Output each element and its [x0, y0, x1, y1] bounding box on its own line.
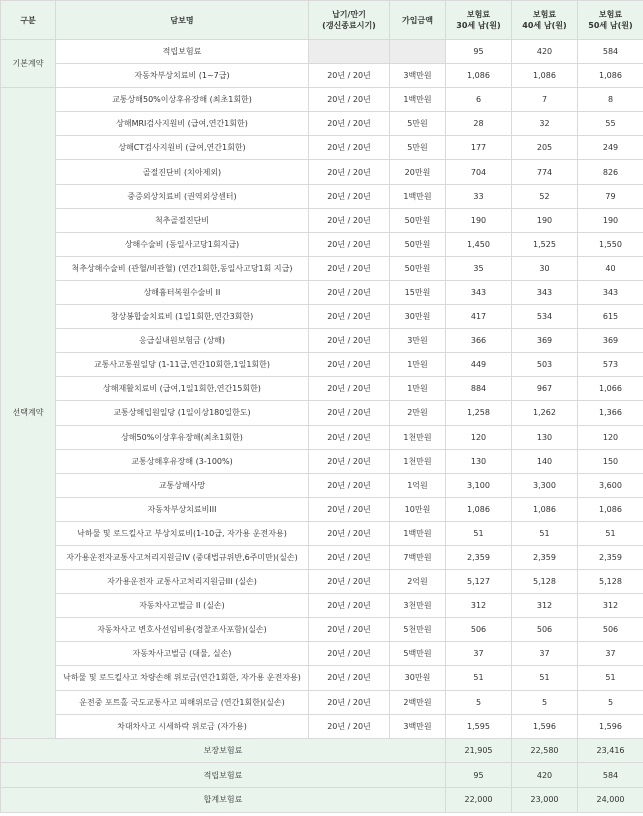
- coverage-term: 20년 / 20년: [309, 88, 390, 112]
- table-row: [1, 714, 643, 738]
- premium-30: 6: [446, 88, 512, 112]
- coverage-name: 운전중 포트홀 국도교통사고 피해위로금 (연간1회한)(실손): [56, 690, 309, 714]
- table-row: [1, 690, 643, 714]
- coverage-term: 20년 / 20년: [309, 208, 390, 232]
- premium-50: 5: [578, 690, 643, 714]
- summary-premium-40: 22,580: [512, 738, 578, 763]
- premium-40: 1,262: [512, 401, 578, 425]
- coverage-term: 20년 / 20년: [309, 64, 390, 88]
- coverage-name: 자가용운전자 교통사고처리지원금III (실손): [56, 570, 309, 594]
- coverage-term: 20년 / 20년: [309, 497, 390, 521]
- coverage-name: 자동차사고 변호사선임비용(경찰조사포함)(실손): [56, 618, 309, 642]
- table-row: [1, 545, 643, 569]
- coverage-name: 상해수술비 (동일사고당1회지급): [56, 232, 309, 256]
- coverage-name: 척추상해수술비 (관혈/비관혈) (연간1회한,동일사고당1회 지급): [56, 256, 309, 280]
- premium-30: 449: [446, 353, 512, 377]
- premium-40: 774: [512, 160, 578, 184]
- table-row: [1, 88, 643, 112]
- summary-premium-50: 24,000: [578, 787, 643, 812]
- premium-50: 1,086: [578, 497, 643, 521]
- premium-40: 420: [512, 40, 578, 64]
- premium-50: 37: [578, 642, 643, 666]
- coverage-amount: 1만원: [390, 353, 446, 377]
- premium-50: 51: [578, 666, 643, 690]
- table-row: [1, 521, 643, 545]
- table-row: [1, 232, 643, 256]
- coverage-name: 척추골절진단비: [56, 208, 309, 232]
- premium-50: 1,596: [578, 714, 643, 738]
- premium-40: 140: [512, 449, 578, 473]
- premium-50: 615: [578, 305, 643, 329]
- coverage-amount: 30만원: [390, 305, 446, 329]
- premium-40: 51: [512, 521, 578, 545]
- premium-50: 506: [578, 618, 643, 642]
- premium-50: 584: [578, 40, 643, 64]
- premium-50: 150: [578, 449, 643, 473]
- coverage-amount: 1억원: [390, 473, 446, 497]
- premium-30: 2,359: [446, 545, 512, 569]
- coverage-name: 낙하물 및 로드킬사고 차량손해 위로금(연간1회한, 자가용 운전자용): [56, 666, 309, 690]
- table-row: [1, 160, 643, 184]
- header-amount: 가입금액: [390, 1, 446, 40]
- premium-40: 190: [512, 208, 578, 232]
- table-row: [1, 377, 643, 401]
- premium-30: 1,595: [446, 714, 512, 738]
- coverage-amount: 1백만원: [390, 184, 446, 208]
- summary-row: [1, 763, 643, 788]
- coverage-term: 20년 / 20년: [309, 425, 390, 449]
- category-basic: 기본계약: [1, 40, 56, 88]
- table-row: [1, 256, 643, 280]
- premium-50: 1,066: [578, 377, 643, 401]
- premium-30: 33: [446, 184, 512, 208]
- coverage-name: 적립보험료: [56, 40, 309, 64]
- premium-40: 369: [512, 329, 578, 353]
- coverage-name: 창상봉합술치료비 (1일1회한,연간3회한): [56, 305, 309, 329]
- premium-30: 37: [446, 642, 512, 666]
- premium-50: 249: [578, 136, 643, 160]
- coverage-name: 상해CT검사지원비 (급여,연간1회한): [56, 136, 309, 160]
- premium-40: 1,525: [512, 232, 578, 256]
- premium-30: 1,086: [446, 64, 512, 88]
- table-row: [1, 136, 643, 160]
- coverage-name: 자동차사고벌금 II (실손): [56, 594, 309, 618]
- coverage-amount: 50만원: [390, 208, 446, 232]
- premium-50: 3,600: [578, 473, 643, 497]
- header-age30: 보험료 30세 남(원): [446, 1, 512, 40]
- summary-premium-30: 21,905: [446, 738, 512, 763]
- premium-30: 5: [446, 690, 512, 714]
- premium-50: 2,359: [578, 545, 643, 569]
- table-row: [1, 449, 643, 473]
- coverage-term: 20년 / 20년: [309, 690, 390, 714]
- table-row: [1, 353, 643, 377]
- coverage-name: 교통상해사망: [56, 473, 309, 497]
- premium-50: 312: [578, 594, 643, 618]
- header-name: 담보명: [56, 1, 309, 40]
- coverage-amount: 10만원: [390, 497, 446, 521]
- coverage-term: 20년 / 20년: [309, 329, 390, 353]
- coverage-name: 상해흉터복원수술비 II: [56, 280, 309, 304]
- summary-label: 적립보험료: [1, 763, 446, 788]
- coverage-term: 20년 / 20년: [309, 305, 390, 329]
- coverage-term: [309, 40, 390, 64]
- summary-row: [1, 738, 643, 763]
- premium-40: 205: [512, 136, 578, 160]
- coverage-term: 20년 / 20년: [309, 353, 390, 377]
- premium-50: 343: [578, 280, 643, 304]
- coverage-amount: 3만원: [390, 329, 446, 353]
- premium-30: 190: [446, 208, 512, 232]
- premium-50: 55: [578, 112, 643, 136]
- premium-40: 312: [512, 594, 578, 618]
- premium-30: 704: [446, 160, 512, 184]
- summary-label: 보장보험료: [1, 738, 446, 763]
- premium-50: 369: [578, 329, 643, 353]
- premium-30: 51: [446, 666, 512, 690]
- coverage-name: 교통상해50%이상후유장해 (최초1회한): [56, 88, 309, 112]
- premium-50: 573: [578, 353, 643, 377]
- coverage-amount: 1백만원: [390, 88, 446, 112]
- coverage-amount: 5만원: [390, 112, 446, 136]
- premium-40: 51: [512, 666, 578, 690]
- coverage-amount: 5천만원: [390, 618, 446, 642]
- premium-40: 52: [512, 184, 578, 208]
- coverage-amount: 1천만원: [390, 449, 446, 473]
- header-age40: 보험료 40세 남(원): [512, 1, 578, 40]
- premium-40: 3,300: [512, 473, 578, 497]
- coverage-name: 자가용운전자교통사고처리지원금IV (중대법규위반,6주미만)(실손): [56, 545, 309, 569]
- coverage-term: 20년 / 20년: [309, 570, 390, 594]
- coverage-name: 교통상해입원일당 (1일이상180일한도): [56, 401, 309, 425]
- table-row: [1, 473, 643, 497]
- coverage-name: 자동차부상치료비III: [56, 497, 309, 521]
- premium-40: 967: [512, 377, 578, 401]
- table-row: [1, 112, 643, 136]
- coverage-amount: 1백만원: [390, 521, 446, 545]
- premium-40: 1,086: [512, 497, 578, 521]
- coverage-amount: 50만원: [390, 232, 446, 256]
- coverage-term: 20년 / 20년: [309, 521, 390, 545]
- premium-30: 417: [446, 305, 512, 329]
- premium-30: 51: [446, 521, 512, 545]
- premium-50: 120: [578, 425, 643, 449]
- coverage-term: 20년 / 20년: [309, 136, 390, 160]
- coverage-name: 골절진단비 (치아제외): [56, 160, 309, 184]
- premium-30: 5,127: [446, 570, 512, 594]
- table-row: [1, 184, 643, 208]
- coverage-amount: 20만원: [390, 160, 446, 184]
- category-optional: 선택계약: [1, 88, 56, 739]
- coverage-name: 상해50%이상후유장해(최초1회한): [56, 425, 309, 449]
- premium-40: 1,086: [512, 64, 578, 88]
- summary-row: [1, 787, 643, 812]
- coverage-amount: 5만원: [390, 136, 446, 160]
- table-row: [1, 497, 643, 521]
- coverage-term: 20년 / 20년: [309, 545, 390, 569]
- header-category: 구분: [1, 1, 56, 40]
- table-row: [1, 280, 643, 304]
- table-row: [1, 570, 643, 594]
- table-row: [1, 618, 643, 642]
- premium-40: 503: [512, 353, 578, 377]
- coverage-term: 20년 / 20년: [309, 666, 390, 690]
- premium-50: 40: [578, 256, 643, 280]
- premium-50: 1,550: [578, 232, 643, 256]
- premium-30: 3,100: [446, 473, 512, 497]
- table-row: [1, 40, 643, 64]
- premium-30: 177: [446, 136, 512, 160]
- coverage-term: 20년 / 20년: [309, 112, 390, 136]
- premium-50: 190: [578, 208, 643, 232]
- premium-30: 884: [446, 377, 512, 401]
- summary-premium-40: 23,000: [512, 787, 578, 812]
- coverage-amount: 1천만원: [390, 425, 446, 449]
- coverage-amount: 1만원: [390, 377, 446, 401]
- coverage-name: 중증외상치료비 (권역외상센터): [56, 184, 309, 208]
- summary-premium-50: 584: [578, 763, 643, 788]
- premium-40: 7: [512, 88, 578, 112]
- summary-premium-40: 420: [512, 763, 578, 788]
- summary-premium-50: 23,416: [578, 738, 643, 763]
- coverage-name: 자동차부상치료비 (1~7급): [56, 64, 309, 88]
- coverage-term: 20년 / 20년: [309, 232, 390, 256]
- coverage-amount: 7백만원: [390, 545, 446, 569]
- premium-40: 37: [512, 642, 578, 666]
- premium-30: 95: [446, 40, 512, 64]
- premium-40: 130: [512, 425, 578, 449]
- coverage-amount: 15만원: [390, 280, 446, 304]
- coverage-term: 20년 / 20년: [309, 377, 390, 401]
- table-row: [1, 401, 643, 425]
- coverage-amount: 3천만원: [390, 594, 446, 618]
- premium-50: 1,086: [578, 64, 643, 88]
- premium-50: 5,128: [578, 570, 643, 594]
- premium-50: 826: [578, 160, 643, 184]
- table-row: [1, 64, 643, 88]
- coverage-amount: 30만원: [390, 666, 446, 690]
- coverage-term: 20년 / 20년: [309, 594, 390, 618]
- coverage-term: 20년 / 20년: [309, 160, 390, 184]
- summary-premium-30: 22,000: [446, 787, 512, 812]
- coverage-name: 자동차사고벌금 (대물, 실손): [56, 642, 309, 666]
- premium-50: 79: [578, 184, 643, 208]
- coverage-name: 교통사고통원일당 (1-11급,연간10회한,1일1회한): [56, 353, 309, 377]
- table-row: [1, 642, 643, 666]
- premium-40: 30: [512, 256, 578, 280]
- premium-30: 366: [446, 329, 512, 353]
- premium-50: 1,366: [578, 401, 643, 425]
- premium-30: 1,086: [446, 497, 512, 521]
- premium-40: 5: [512, 690, 578, 714]
- premium-40: 1,596: [512, 714, 578, 738]
- coverage-term: 20년 / 20년: [309, 280, 390, 304]
- coverage-amount: 2억원: [390, 570, 446, 594]
- coverage-name: 응급실내원보험금 (상해): [56, 329, 309, 353]
- coverage-name: 낙하물 및 로드킬사고 부상치료비(1-10급, 자가용 운전자용): [56, 521, 309, 545]
- premium-40: 343: [512, 280, 578, 304]
- summary-premium-30: 95: [446, 763, 512, 788]
- table-header-row: [1, 1, 643, 40]
- table-row: [1, 305, 643, 329]
- premium-30: 120: [446, 425, 512, 449]
- coverage-amount: 3백만원: [390, 64, 446, 88]
- table-row: [1, 594, 643, 618]
- coverage-term: 20년 / 20년: [309, 184, 390, 208]
- premium-40: 32: [512, 112, 578, 136]
- table-row: [1, 666, 643, 690]
- premium-40: 2,359: [512, 545, 578, 569]
- premium-30: 1,258: [446, 401, 512, 425]
- premium-40: 506: [512, 618, 578, 642]
- premium-30: 312: [446, 594, 512, 618]
- premium-30: 343: [446, 280, 512, 304]
- coverage-amount: 2백만원: [390, 690, 446, 714]
- header-term: 납기/만기 (갱신종료시기): [309, 1, 390, 40]
- coverage-term: 20년 / 20년: [309, 642, 390, 666]
- coverage-term: 20년 / 20년: [309, 401, 390, 425]
- coverage-name: 상해MRI검사지원비 (급여,연간1회한): [56, 112, 309, 136]
- premium-30: 1,450: [446, 232, 512, 256]
- coverage-name: 차대차사고 시세하락 위로금 (자가용): [56, 714, 309, 738]
- coverage-amount: 5백만원: [390, 642, 446, 666]
- premium-30: 130: [446, 449, 512, 473]
- coverage-term: 20년 / 20년: [309, 714, 390, 738]
- premium-40: 5,128: [512, 570, 578, 594]
- coverage-term: 20년 / 20년: [309, 618, 390, 642]
- table-row: [1, 329, 643, 353]
- coverage-amount: 2만원: [390, 401, 446, 425]
- premium-30: 506: [446, 618, 512, 642]
- coverage-term: 20년 / 20년: [309, 256, 390, 280]
- premium-30: 35: [446, 256, 512, 280]
- table-row: [1, 208, 643, 232]
- coverage-amount: 50만원: [390, 256, 446, 280]
- premium-30: 28: [446, 112, 512, 136]
- premium-50: 8: [578, 88, 643, 112]
- premium-50: 51: [578, 521, 643, 545]
- summary-label: 합계보험료: [1, 787, 446, 812]
- premium-40: 534: [512, 305, 578, 329]
- coverage-name: 상해재활치료비 (급여,1일1회한,연간15회한): [56, 377, 309, 401]
- coverage-term: 20년 / 20년: [309, 449, 390, 473]
- header-age50: 보험료 50세 남(원): [578, 1, 643, 40]
- coverage-term: 20년 / 20년: [309, 473, 390, 497]
- table-row: [1, 425, 643, 449]
- coverage-name: 교통상해후유장해 (3-100%): [56, 449, 309, 473]
- coverage-amount: [390, 40, 446, 64]
- coverage-amount: 3백만원: [390, 714, 446, 738]
